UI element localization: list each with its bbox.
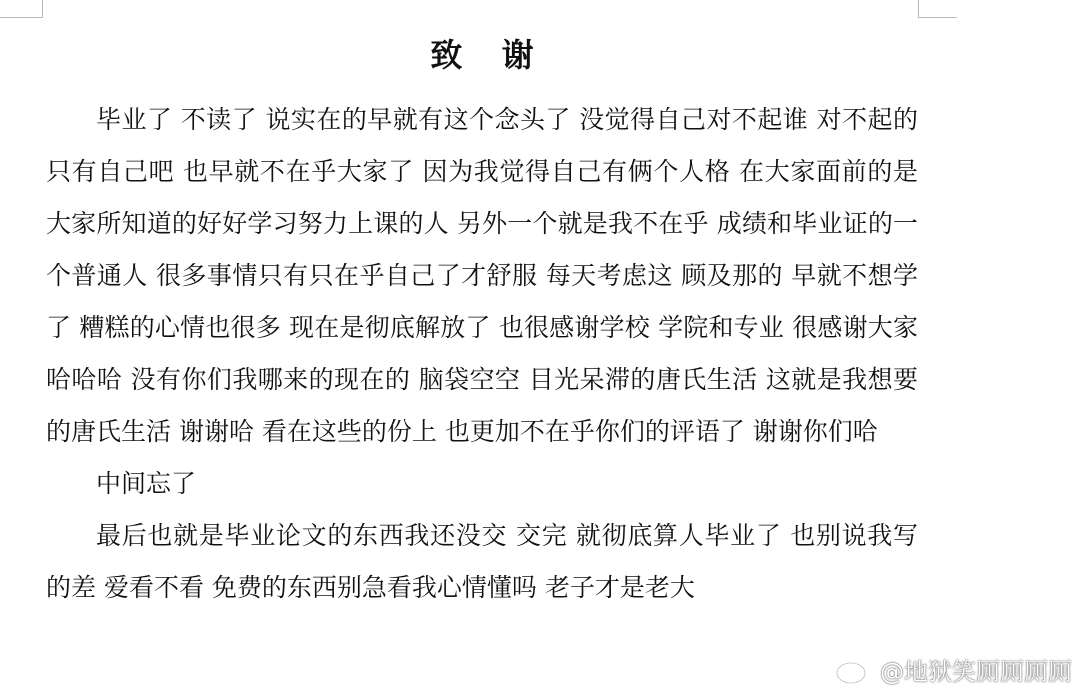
- page-crop-mark-right: [918, 0, 957, 18]
- paragraph-3: 最后也就是毕业论文的东西我还没交 交完 就彻底算人毕业了 也别说我写的差 爱看不看 免费的东西别急看我心情懂吗 老子才是老大: [46, 521, 918, 602]
- weibo-watermark: [834, 652, 1072, 687]
- document-page: [46, 30, 918, 614]
- watermark-text: @地狱笑厕厕厕厕: [880, 658, 1072, 686]
- paragraph-2: 中间忘了: [96, 469, 197, 498]
- document-title: 致 谢: [430, 36, 548, 74]
- weibo-logo-icon: [834, 655, 874, 685]
- paragraph-1: 毕业了 不读了 说实在的早就有这个念头了 没觉得自己对不起谁 对不起的只有自己吧 也早就不在乎大家了 因为我觉得自己有俩个人格 在大家面前的是大家所知道的好好学习努力上课的人 另外一个就是我不在乎 成绩和毕业证的一个普通人 很多事情只有只在乎自己了才舒服 每天考虑这 顾及那的 早就不想学了 糟糕的心情也很多 现在是彻底解放了 也很感谢学校 学院和专业 很感谢大家 哈哈哈 没有你们我哪来的现在的 脑袋空空 目光呆滞的唐氏生活 这就是我想要的唐氏生活 谢谢哈 看在这些的份上 也更加不在乎你们的评语了 谢谢你们哈: [46, 105, 918, 446]
- page-crop-mark-left: [0, 0, 43, 18]
